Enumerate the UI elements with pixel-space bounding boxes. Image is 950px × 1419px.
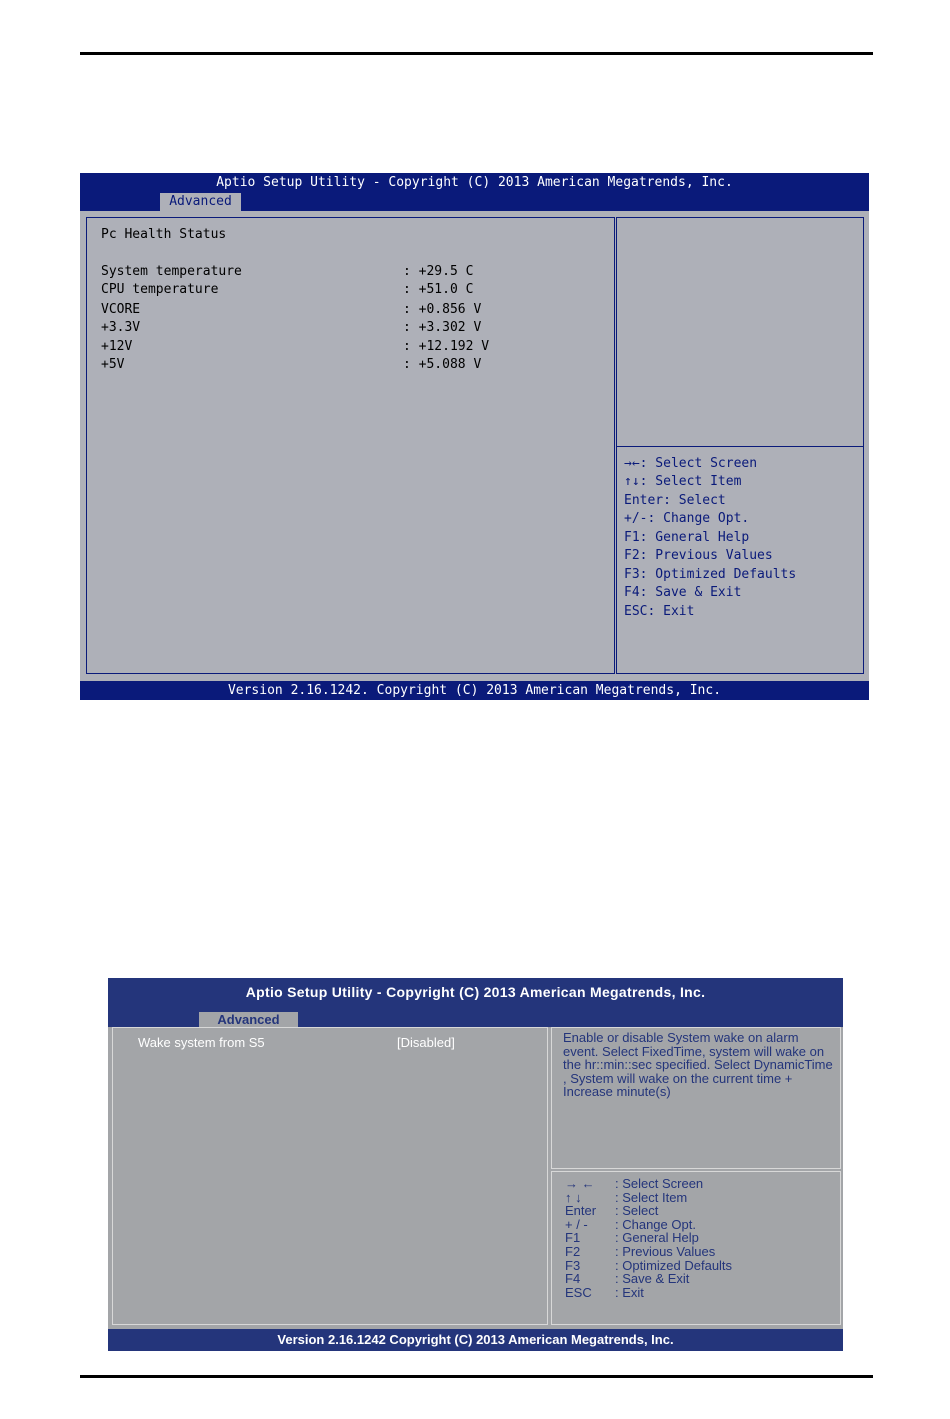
key-row: F1 : General Help [565, 1230, 699, 1246]
tab-advanced[interactable]: Advanced [199, 1012, 298, 1027]
row-value: : +0.856 V [403, 302, 482, 317]
row-label: System temperature [101, 264, 242, 279]
key-row: F2 : Previous Values [565, 1244, 716, 1259]
key-help-panel [551, 1171, 841, 1325]
help-f1: F1: General Help [624, 530, 750, 545]
row-label: +3.3V [101, 320, 141, 335]
help-f3: F3: Optimized Defaults [624, 567, 797, 582]
help-esc: ESC: Exit [624, 604, 695, 619]
page-top-rule [80, 52, 873, 55]
key-row: F3 : Optimized Defaults [565, 1257, 733, 1273]
row-value: : +5.088 V [403, 357, 482, 372]
help-enter: Enter: Select [624, 493, 726, 508]
row-value: : +3.302 V [403, 320, 482, 335]
wake-s5-value[interactable]: [Disabled] [397, 1035, 455, 1050]
help-description: Enable or disable System wake on alarm event. Select FixedTime, system will wake on the hr::min::sec specified. Select DynamicTime , System will wake on the current time + Increase minute(s) [563, 1030, 833, 1100]
title-bar [80, 173, 869, 211]
section-heading: Pc Health Status [101, 227, 227, 242]
help-f4: F4: Save & Exit [624, 585, 742, 600]
main-panel [112, 1027, 548, 1325]
arrow-up-down-icon: ↑ ↓ [565, 1189, 582, 1205]
bios-screen-wake [108, 978, 843, 1351]
key-row: → ← : Select Screen [565, 1176, 704, 1191]
row-label: +5V [101, 357, 125, 372]
row-value: : +51.0 C [403, 282, 474, 297]
help-description-panel [551, 1027, 841, 1169]
key-row: + / - : Change Opt. [565, 1216, 696, 1232]
row-label: VCORE [101, 302, 141, 317]
wake-s5-label[interactable]: Wake system from S5 [138, 1035, 265, 1050]
key-row: F4 : Save & Exit [565, 1271, 690, 1287]
row-value: : +29.5 C [403, 264, 474, 279]
key-row: ↑ ↓ : Select Item [565, 1189, 688, 1205]
help-divider [617, 446, 863, 447]
key-row: ESC : Exit [565, 1284, 644, 1300]
page-bottom-rule [80, 1375, 873, 1378]
version-footer: Version 2.16.1242. Copyright (C) 2013 American Megatrends, Inc. [80, 681, 869, 700]
app-title: Aptio Setup Utility - Copyright (C) 2013 American Megatrends, Inc. [245, 984, 706, 1000]
help-f2: F2: Previous Values [624, 548, 773, 563]
arrow-left-right-icon: → ← [565, 1176, 595, 1191]
bios-screen-pc-health [80, 173, 869, 700]
row-label: CPU temperature [101, 282, 219, 297]
help-change-opt: +/-: Change Opt. [624, 511, 750, 526]
main-panel [86, 217, 615, 674]
version-footer: Version 2.16.1242 Copyright (C) 2013 American Megatrends, Inc. [108, 1329, 843, 1351]
help-select-item: ↑↓: Select Item [624, 474, 742, 489]
tab-advanced[interactable]: Advanced [160, 193, 241, 211]
row-label: +12V [101, 339, 133, 354]
key-row: Enter : Select [565, 1203, 659, 1219]
title-bar [108, 978, 843, 1027]
help-select-screen: →←: Select Screen [624, 456, 758, 471]
app-title: Aptio Setup Utility - Copyright (C) 2013 American Megatrends, Inc. [216, 175, 733, 190]
row-value: : +12.192 V [403, 339, 490, 354]
help-panel [616, 217, 864, 674]
